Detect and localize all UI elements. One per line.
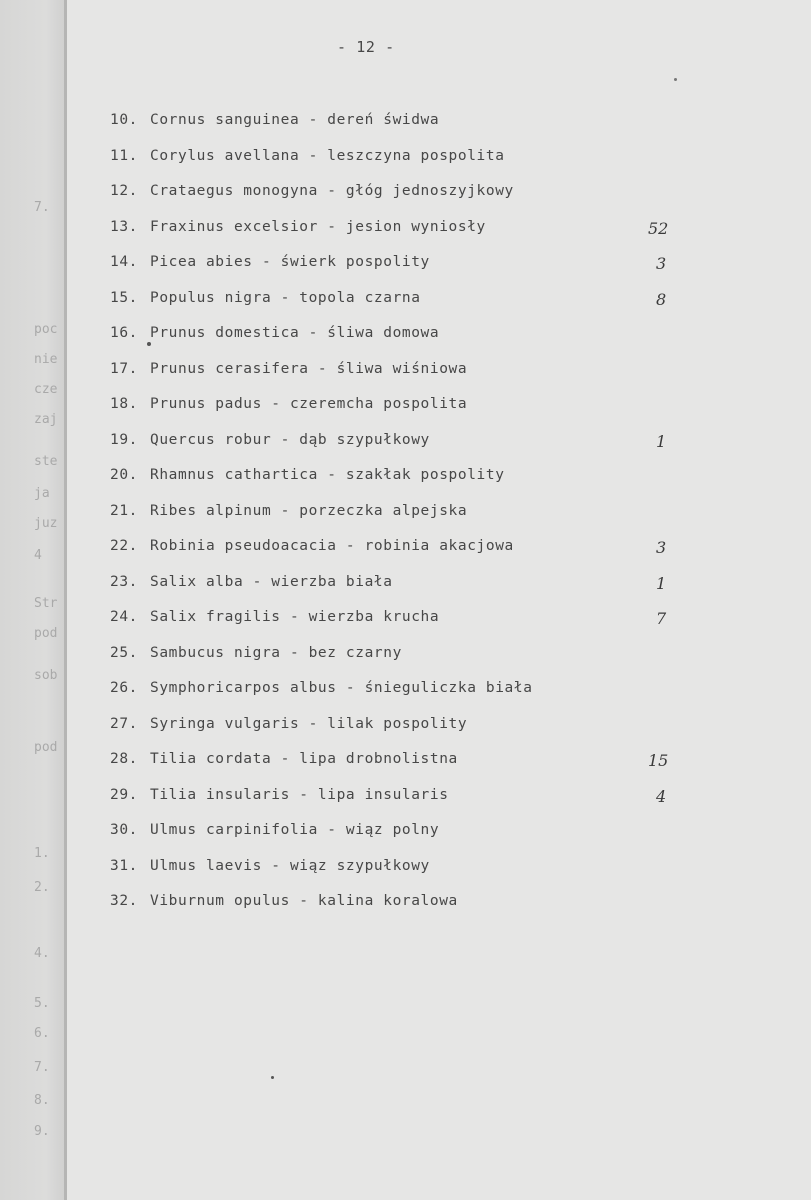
species-name: Tilia cordata - lipa drobnolistna	[150, 751, 458, 767]
left-page-margin-text: zaj	[34, 412, 58, 427]
species-name: Viburnum opulus - kalina koralowa	[150, 893, 458, 909]
item-number: 23.	[110, 573, 138, 590]
handwritten-count: 8	[656, 289, 667, 309]
species-name: Symphoricarpos albus - śnieguliczka biała	[150, 680, 533, 696]
item-number: 14.	[110, 254, 138, 270]
item-number: 29.	[110, 786, 138, 803]
species-name: Ribes alpinum - porzeczka alpejska	[150, 502, 468, 519]
list-item	[110, 713, 467, 735]
item-number: 22.	[110, 538, 138, 554]
list-item	[110, 216, 486, 238]
list-item	[110, 180, 514, 202]
handwritten-count: 4	[656, 786, 667, 806]
species-name: Prunus padus - czeremcha pospolita	[150, 396, 468, 412]
species-name: Salix alba - wierzba biała	[150, 573, 393, 590]
left-page-margin-text: 9.	[34, 1124, 50, 1139]
item-number: 17.	[110, 360, 138, 377]
item-number: 32.	[110, 893, 138, 909]
list-item	[110, 322, 439, 344]
left-page-margin-text: 8.	[34, 1093, 50, 1108]
left-page-margin-text: pod	[34, 740, 58, 755]
left-page-margin-text: poc	[34, 322, 58, 337]
item-number: 31.	[110, 857, 138, 874]
left-page-margin-text: 7.	[34, 1060, 50, 1075]
item-number: 20.	[110, 467, 138, 483]
list-item	[110, 571, 393, 593]
species-name: Syringa vulgaris - lilak pospolity	[150, 715, 468, 732]
left-page-margin-text: pod	[34, 626, 58, 641]
adjacent-page-edge	[0, 0, 66, 1200]
item-number: 26.	[110, 680, 138, 696]
species-name: Corylus avellana - leszczyna pospolita	[150, 147, 505, 164]
item-number: 15.	[110, 289, 138, 306]
left-page-margin-text: 5.	[34, 996, 50, 1011]
species-name: Ulmus carpinifolia - wiąz polny	[150, 822, 440, 838]
left-page-margin-text: cze	[34, 382, 58, 397]
item-number: 21.	[110, 502, 138, 519]
list-item	[110, 500, 467, 522]
item-number: 28.	[110, 751, 138, 767]
list-item	[110, 606, 439, 628]
species-name: Quercus robur - dąb szypułkowy	[150, 431, 430, 448]
ink-speck	[147, 342, 151, 346]
item-number: 12.	[110, 183, 138, 199]
list-item	[110, 890, 458, 912]
list-item	[110, 429, 430, 451]
species-name: Salix fragilis - wierzba krucha	[150, 609, 440, 625]
left-page-margin-text: ste	[34, 454, 58, 469]
species-name: Picea abies - świerk pospolity	[150, 254, 430, 270]
species-name: Tilia insularis - lipa insularis	[150, 786, 449, 803]
handwritten-count: 3	[656, 254, 667, 273]
species-name: Prunus cerasifera - śliwa wiśniowa	[150, 360, 468, 377]
left-page-margin-text: Str	[34, 596, 58, 611]
item-number: 18.	[110, 396, 138, 412]
species-name: Crataegus monogyna - głóg jednoszyjkowy	[150, 183, 514, 199]
left-page-margin-text: 7.	[34, 200, 50, 215]
item-number: 27.	[110, 715, 138, 732]
handwritten-count: 15	[648, 751, 669, 770]
species-name: Rhamnus cathartica - szakłak pospolity	[150, 467, 505, 483]
left-page-margin-text: juz	[34, 516, 58, 531]
list-item	[110, 819, 439, 841]
species-name: Cornus sanguinea - dereń świdwa	[150, 112, 440, 128]
list-item	[110, 358, 467, 380]
item-number: 13.	[110, 218, 138, 235]
ink-speck	[674, 78, 677, 81]
list-item	[110, 145, 505, 167]
item-number: 11.	[110, 147, 138, 164]
handwritten-count: 1	[656, 431, 667, 451]
item-number: 25.	[110, 644, 138, 661]
ink-speck	[271, 1076, 274, 1079]
species-name: Populus nigra - topola czarna	[150, 289, 421, 306]
item-number: 24.	[110, 609, 138, 625]
handwritten-count: 3	[656, 538, 667, 557]
list-item	[110, 677, 533, 699]
left-page-margin-text: 2.	[34, 880, 50, 895]
list-item	[110, 109, 439, 131]
handwritten-count: 1	[656, 573, 667, 593]
species-name: Sambucus nigra - bez czarny	[150, 644, 402, 661]
item-number: 19.	[110, 431, 138, 448]
list-item	[110, 855, 430, 877]
item-number: 10.	[110, 112, 138, 128]
handwritten-count: 7	[656, 609, 667, 628]
left-page-margin-text: 4.	[34, 946, 50, 961]
species-name: Fraxinus excelsior - jesion wyniosły	[150, 218, 486, 235]
list-item	[110, 251, 430, 273]
left-page-margin-text: nie	[34, 352, 58, 367]
handwritten-count: 52	[648, 218, 669, 238]
list-item	[110, 287, 421, 309]
species-name: Prunus domestica - śliwa domowa	[150, 325, 440, 341]
list-item	[110, 784, 449, 806]
left-page-margin-text: 1.	[34, 846, 50, 861]
page-number: - 12 -	[337, 38, 395, 56]
list-item	[110, 464, 505, 486]
list-item	[110, 393, 467, 415]
left-page-margin-text: ja	[34, 486, 50, 501]
item-number: 30.	[110, 822, 138, 838]
list-item	[110, 535, 514, 557]
list-item	[110, 748, 458, 770]
left-page-margin-text: 6.	[34, 1026, 50, 1041]
list-item	[110, 642, 402, 664]
item-number: 16.	[110, 325, 138, 341]
left-page-margin-text: sob	[34, 668, 58, 683]
species-name: Ulmus laevis - wiąz szypułkowy	[150, 857, 430, 874]
left-page-margin-text: 4	[34, 548, 42, 563]
species-name: Robinia pseudoacacia - robinia akacjowa	[150, 538, 514, 554]
